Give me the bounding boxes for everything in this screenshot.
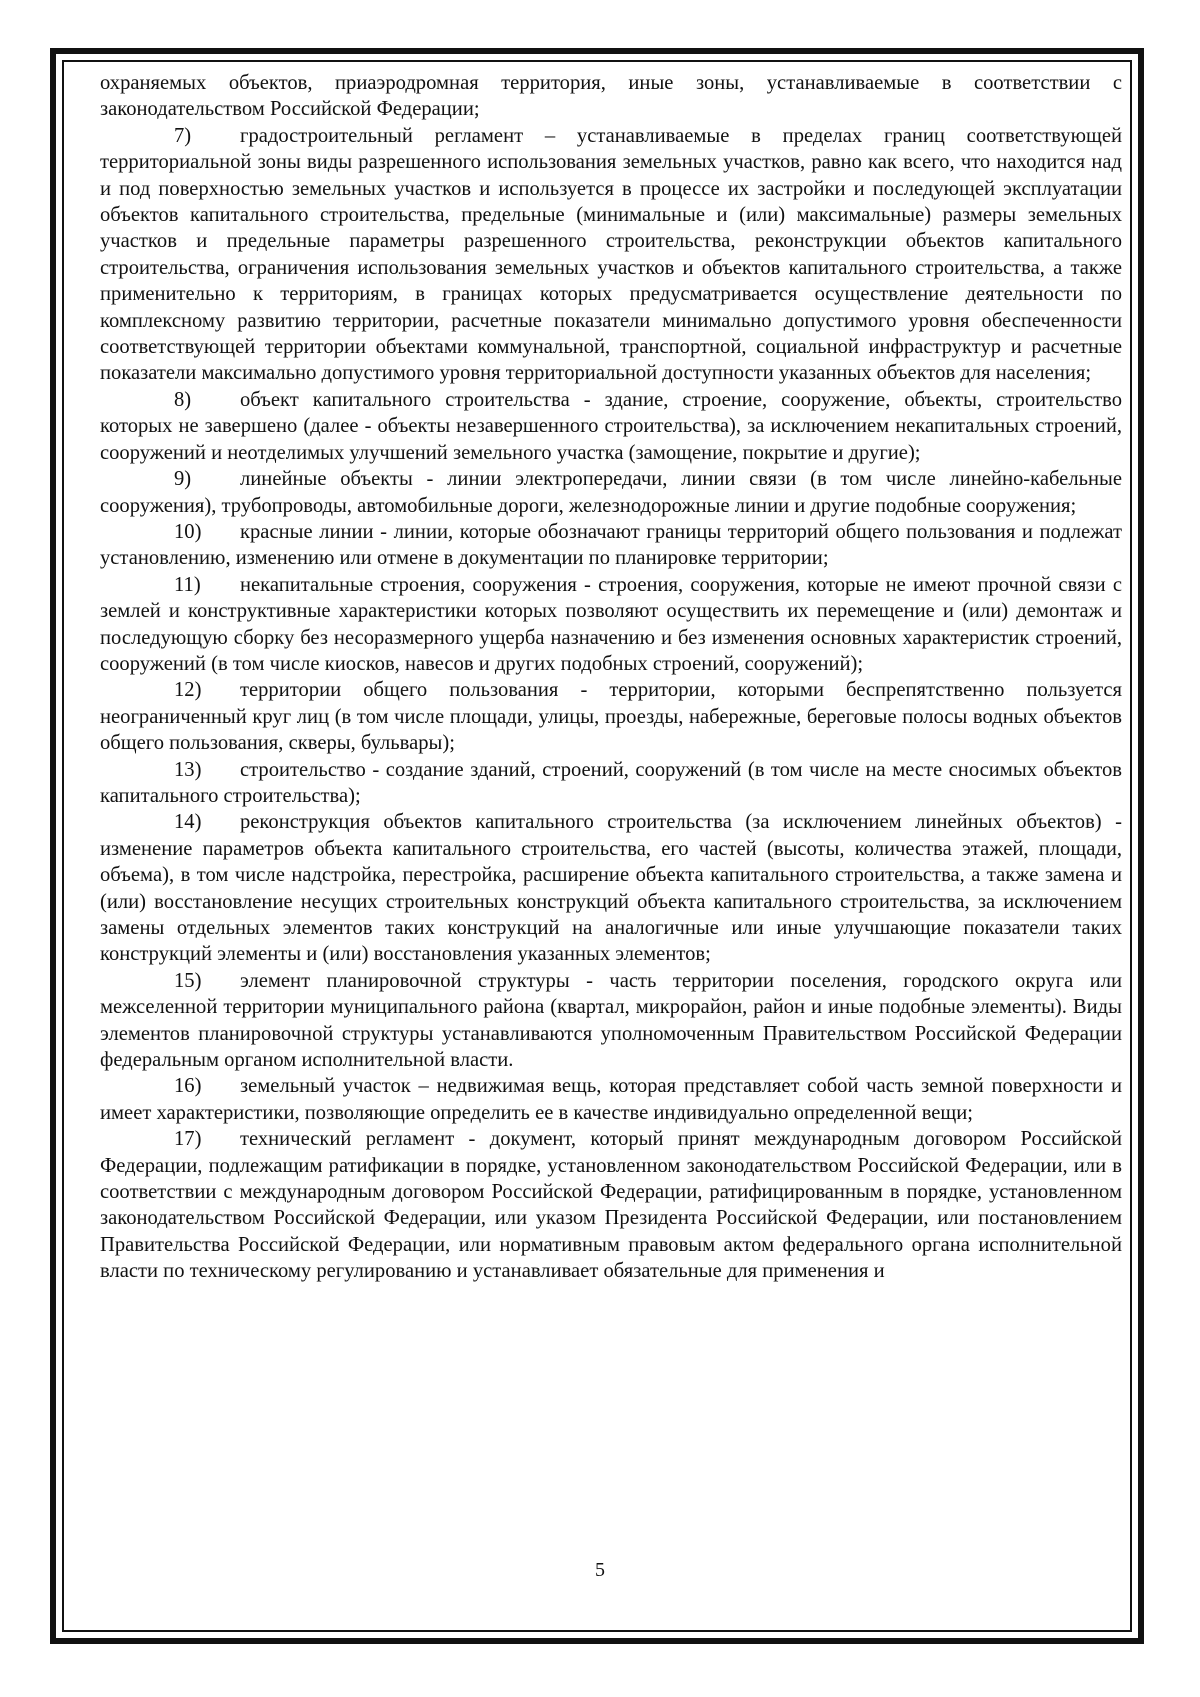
list-item-number: 10) [174,520,202,543]
list-item-text: градостроительный регламент – устанавливаемые в пределах границ соответствующей территориальной зоны виды разрешенного использования земельных участков, равно как всего, что находится над и под поверхностью земельных участков и используется в процессе их застройки и последующей эксплуатации объектов капитального строительства, предельные (минимальные и (или) максимальные) размеры земельных участков и предельные параметры разрешенного строительства, реконструкции объектов капитального строительства, ограничения использования земельных участков и объектов капитального строительства, а также применительно к территориям, в границах которых предусматривается осуществление деятельности по комплексному развитию территории, расчетные показатели минимально допустимого уровня обеспеченности соответствующей территории объектами коммунальной, транспортной, социальной инфраструктур и расчетные показатели максимально допустимого уровня территориальной доступности указанных объектов для населения; [100,124,1122,385]
list-item-11 [100,572,1122,678]
list-item-text: территории общего пользования - территории, которыми беспрепятственно пользуется неограниченный круг лиц (в том числе площади, улицы, проезды, набережные, береговые полосы водных объектов общего пользования, скверы, бульвары); [100,679,1122,755]
list-item-text: реконструкция объектов капитального строительства (за исключением линейных объектов) - изменение параметров объекта капитального строительства, его частей (высоты, количества этажей, площади, объема), в том числе надстройка, перестройка, расширение объекта капитального строительства, а также замена и (или) восстановление несущих строительных конструкций объекта капитального строительства, за исключением замены отдельных элементов таких конструкций на аналогичные или иные улучшающие показатели таких конструкций элементы и (или) восстановления указанных элементов; [100,811,1122,966]
list-item-16 [100,1073,1122,1126]
list-item-13 [100,757,1122,810]
list-item-number: 9) [174,468,192,491]
list-item-15 [100,968,1122,1074]
list-item-text: линейные объекты - линии электропередачи, линии связи (в том числе линейно-кабельные сооружения), трубопроводы, автомобильные дороги, железнодорожные линии и другие подобные сооружения; [100,468,1122,517]
list-item-number: 17) [174,1128,202,1151]
list-item-text: земельный участок – недвижимая вещь, которая представляет собой часть земной поверхности и имеет характеристики, позволяющие определить ее в качестве индивидуально определенной вещи; [100,1075,1122,1124]
list-item-9 [100,466,1122,519]
list-item-number: 13) [174,758,202,781]
list-item-number: 11) [174,573,201,596]
list-item-text: элемент планировочной структуры - часть территории поселения, городского округа или межселенной территории муниципального района (квартал, микрорайон, район и иные подобные элементы). Виды элементов планировочной структуры устанавливаются уполномоченным Правительством Российской Федерации федеральным органом исполнительной власти. [100,969,1122,1072]
list-item-12 [100,677,1122,756]
list-item-17 [100,1126,1122,1284]
list-item-number: 8) [174,388,192,411]
page-number: 5 [595,1559,605,1581]
list-item-text: технический регламент - документ, который принят международным договором Российской Федерации, подлежащим ратификации в порядке, установленном законодательством Российской Федерации, или в соответствии с международным договором Российской Федерации, ратифицированным в порядке, установленном законодательством Российской Федерации, или указом Президента Российской Федерации, или постановлением Правительства Российской Федерации, или нормативным правовым актом федерального органа исполнительной власти по техническому регулированию и устанавливает обязательные для применения и [100,1128,1122,1283]
list-item-14 [100,809,1122,967]
list-item-number: 12) [174,679,202,702]
document-body [100,70,1122,1285]
list-item-text: красные линии - линии, которые обозначают границы территорий общего пользования и подлежат установлению, изменению или отмене в документации по планировке территории; [100,520,1122,570]
list-item-number: 7) [174,124,192,147]
list-item-7 [100,123,1122,387]
list-item-text: строительство - создание зданий, строений, сооружений (в том числе на месте сносимых объектов капитального строительства); [100,758,1122,807]
list-item-number: 14) [174,811,202,834]
list-item-8 [100,387,1122,466]
list-item-text: объект капитального строительства - здание, строение, сооружение, объекты, строительство которых не завершено (далее - объекты незавершенного строительства), за исключением некапитальных строений, сооружений и неотделимых улучшений земельного участка (замощение, покрытие и другие); [100,388,1122,464]
list-item-10 [100,519,1122,572]
list-item-number: 15) [174,969,202,992]
list-item-text: некапитальные строения, сооружения - строения, сооружения, которые не имеют прочной связи с землей и конструктивные характеристики которых позволяют осуществить их перемещение и (или) демонтаж и последующую сборку без несоразмерного ущерба назначению и без изменения основных характеристик строений, сооружений (в том числе киосков, навесов и других подобных строений, сооружений); [100,573,1122,675]
intro-paragraph: охраняемых объектов, приаэродромная территория, иные зоны, устанавливаемые в соответствии с законодательством Российской Федерации; [100,72,1122,121]
list-item-number: 16) [174,1075,202,1098]
